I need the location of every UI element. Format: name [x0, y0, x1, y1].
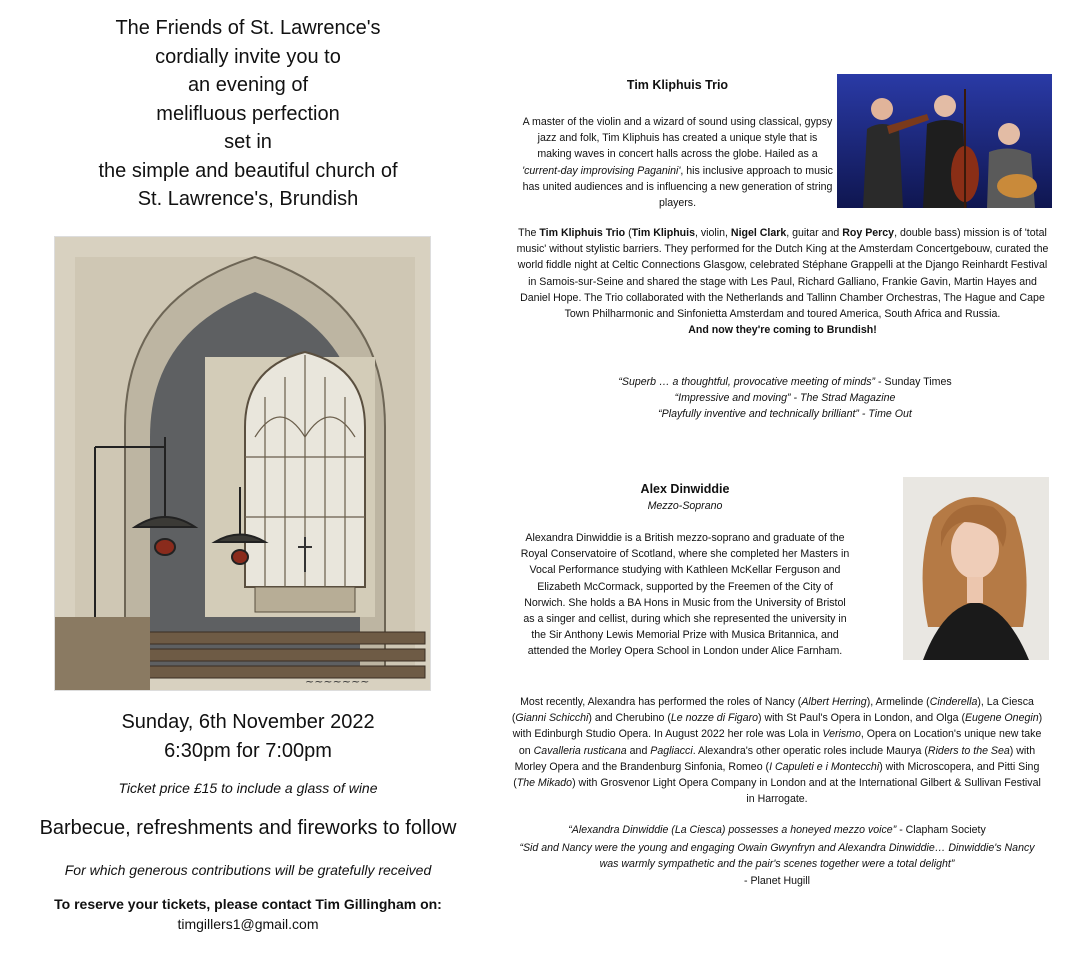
trio-intro: [520, 114, 835, 211]
trio-body-text: The: [518, 227, 537, 239]
event-date: Sunday, 6th November 2022: [121, 711, 375, 733]
invitation-line: melifluous perfection: [156, 102, 340, 125]
trio-member-role: , guitar and: [786, 227, 840, 239]
press-quote-source: - Planet Hugill: [744, 874, 810, 887]
trio-member-name: Roy Percy: [842, 227, 895, 239]
invitation-line: an evening of: [187, 74, 309, 96]
alex-roles-title: Verismo: [822, 728, 861, 741]
trio-member-name: Nigel Clark: [730, 227, 787, 239]
invitation-column: [0, 0, 496, 968]
alex-role: Mezzo-Soprano: [647, 500, 723, 512]
press-quote: [550, 390, 1020, 406]
invitation-line: St. Lawrence's, Brundish: [137, 188, 359, 210]
alex-roles-text: , Opera on Location's unique new take on: [518, 728, 1042, 757]
church-painting: [54, 236, 431, 691]
trio-intro-text: A master of the violin and a wizard of sound using classical, gypsy jazz and folk, Tim Kliphuis has created a unique style that is making waves in concert halls across the globe. Hailed as a: [522, 116, 833, 161]
trio-title: Tim Kliphuis Trio: [626, 78, 729, 92]
alex-roles-title: The Mikado: [516, 777, 573, 790]
alex-roles-text: ) with Morley Opera and the Brandenburg Sinfonia, Romeo (: [514, 744, 1036, 773]
trio-intro-text: , his inclusive approach to music has united audiences and is influencing a new generation of string players.: [522, 164, 833, 210]
alex-recent-roles: [510, 694, 1044, 807]
press-quote-source: - Sunday Times: [878, 376, 952, 388]
reserve-instructions: To reserve your tickets, please contact Tim Gillingham on:: [54, 896, 442, 912]
press-quote: [510, 840, 1044, 889]
alex-roles-text: Most recently, Alexandra has performed the roles of Nancy (: [520, 696, 802, 708]
press-quote-text: “Alexandra Dinwiddie (La Ciesca) possesses a honeyed mezzo voice”: [568, 824, 897, 836]
press-quote-text: “Playfully inventive and technically brilliant” - Time Out: [658, 408, 912, 421]
alex-name: Alex Dinwiddie: [640, 482, 730, 496]
press-quote-text: “Impressive and moving” - The Strad Magazine: [674, 392, 896, 405]
alex-roles-title: Le nozze di Figaro: [670, 712, 759, 725]
trio-photo: [837, 74, 1052, 208]
contact-email-line: [0, 916, 496, 932]
alex-roles-text: ) with Grosvenor Light Opera Company in London and at the International Gilbert & Sullivan Festival in Harrogate.: [572, 777, 1041, 806]
ticket-price: Ticket price £15 to include a glass of wine: [118, 780, 378, 796]
performers-column: [510, 0, 1083, 968]
invitation-line: The Friends of St. Lawrence's: [115, 17, 381, 39]
event-extras: Barbecue, refreshments and fireworks to follow: [39, 817, 457, 839]
contact-email-link[interactable]: timgillers1@gmail.com: [177, 916, 319, 932]
alex-roles-title: Gianni Schicchi: [515, 712, 589, 725]
contributions-note: For which generous contributions will be gratefully received: [64, 862, 432, 878]
invitation-line: the simple and beautiful church of: [98, 159, 398, 182]
invitation-line: cordially invite you to: [155, 45, 341, 68]
alex-roles-title: Pagliacci: [650, 744, 693, 757]
event-datetime: [0, 708, 496, 766]
trio-name: Tim Kliphuis Trio: [539, 227, 626, 239]
trio-description: [515, 225, 1050, 338]
alex-roles-title: Cavalleria rusticana: [533, 744, 627, 757]
alex-roles-title: I Capuleti e i Montecchi: [769, 760, 880, 773]
trio-member-role: , violin,: [694, 227, 728, 239]
event-time: 6:30pm for 7:00pm: [164, 740, 332, 762]
alex-roles-text: ), Armelinde (: [866, 696, 930, 708]
alex-roles-text: ) with St Paul's Opera in London, and Olga (: [758, 712, 965, 725]
invitation-text: [0, 14, 496, 214]
trio-press-quotes: [550, 374, 1020, 423]
alex-roles-title: Riders to the Sea: [927, 744, 1010, 757]
alex-roles-text: ) and Cherubino (: [588, 712, 671, 725]
press-quote-text: “Superb … a thoughtful, provocative meeting of minds”: [618, 376, 876, 388]
alex-photo: [903, 477, 1049, 660]
alex-roles-text: ) with Microscopera, and Pitti Sing (: [513, 760, 1040, 790]
alex-press-quotes: [510, 822, 1044, 889]
alex-roles-text: and: [629, 744, 648, 757]
press-quote-source: - Clapham Society: [899, 824, 986, 836]
trio-member-name: Tim Kliphuis: [631, 227, 695, 239]
press-quote: [550, 374, 1020, 390]
trio-body-text: , double bass) mission is of 'total music' without stylistic barriers. They performed for the Dutch King at the Amsterdam Concertgebouw, curated the world fiddle night at Celtic Connections Glasgow, celebrated Stéphane Grappelli at the Django Reinhardt Festival in Samois-sur-Seine and shared the stage with Les Paul, Richard Galliano, Frankie Gavin, Martin Hayes and Daniel Hope. The Trio collaborated with the Netherlands and Tallinn Chamber Orchestras, The Hague and Cape Town Philharmonic and Sinfonietta Amsterdam and toured America, South Africa and Russia.: [516, 227, 1049, 321]
alex-roles-title: Eugene Onegin: [964, 712, 1039, 725]
press-quote-text: “Sid and Nancy were the young and engaging Owain Gwynfryn and Alexandra Dinwiddie… Dinwiddie's Nancy was warmly sympathetic and the pair's scenes together were a total delight”: [519, 842, 1035, 871]
alex-roles-title: Cinderella: [929, 696, 978, 708]
trio-coming-note: And now they're coming to Brundish!: [688, 324, 877, 337]
trio-body-text: (: [628, 227, 632, 239]
alex-roles-text: ) with Edinburgh Studio Opera. In August 2022 her role was Lola in: [512, 712, 1043, 741]
alex-roles-text: . Alexandra's other operatic roles include Maurya (: [692, 744, 928, 757]
alex-roles-text: ), La Ciesca (: [511, 696, 1034, 725]
alex-roles-title: Albert Herring: [801, 696, 867, 708]
alex-bio: Alexandra Dinwiddie is a British mezzo-soprano and graduate of the Royal Conservatoire of Scotland, where she completed her Masters in Vocal Performance studying with Kathleen McKellar Ferguson and Elizabeth McCormack, supported by the Freemen of the City of Norwich. She holds a BA Hons in Music from the University of Bristol as a singer and cellist, during which she represented the university in the Sir Anthony Lewis Memorial Prize with Musica Britannica, and attended the Morley Opera School in London under Alice Farnham.: [520, 532, 850, 658]
trio-intro-quote: 'current-day improvising Paganini': [522, 164, 681, 177]
press-quote: [510, 822, 1044, 838]
invitation-line: set in: [224, 131, 272, 153]
press-quote: [550, 406, 1020, 422]
svg-text:~~~~~~~: ~~~~~~~: [305, 675, 370, 688]
